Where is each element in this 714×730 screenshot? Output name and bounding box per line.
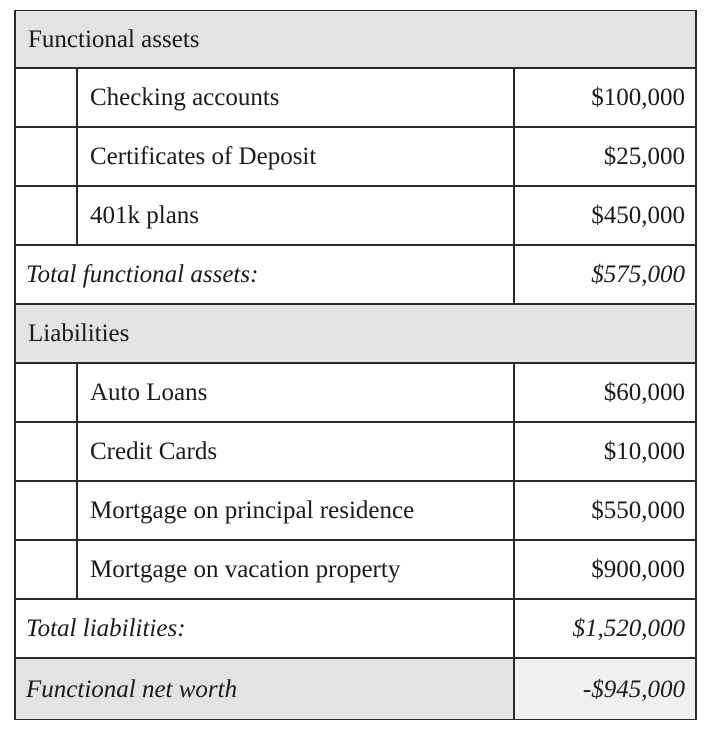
asset-row [16,69,695,128]
indent-cell [16,69,78,126]
assets-total-label: Total functional assets: [26,261,259,288]
assets-section-header [16,11,695,69]
asset-amount: $25,000 [513,128,695,185]
asset-label: Certificates of Deposit [90,143,317,170]
liabilities-section-header [16,305,695,364]
liability-amount: $550,000 [513,482,695,539]
net-worth-label: Functional net worth [26,675,238,703]
liability-row [16,482,695,541]
liabilities-header-label: Liabilities [28,320,130,347]
net-worth-table [14,10,697,720]
indent-cell [16,128,78,185]
liability-amount: $900,000 [513,541,695,598]
liability-row [16,423,695,482]
liability-row [16,541,695,600]
asset-label: Checking accounts [90,84,280,111]
liabilities-total-amount: $1,520,000 [513,600,695,657]
liability-row [16,364,695,423]
indent-cell [16,541,78,598]
asset-label: 401k plans [90,202,200,229]
asset-row [16,187,695,246]
net-worth-row [16,659,695,719]
liability-label: Credit Cards [90,438,218,465]
assets-header-label: Functional assets [28,25,200,53]
net-worth-amount: -$945,000 [513,659,695,719]
liability-amount: $60,000 [513,364,695,421]
assets-total-amount: $575,000 [513,246,695,303]
liability-label: Mortgage on principal residence [90,497,415,524]
asset-amount: $100,000 [513,69,695,126]
assets-total-row [16,246,695,305]
liability-label: Mortgage on vacation property [90,556,401,583]
indent-cell [16,482,78,539]
indent-cell [16,187,78,244]
indent-cell [16,364,78,421]
liabilities-total-row [16,600,695,659]
liability-label: Auto Loans [90,379,208,406]
asset-amount: $450,000 [513,187,695,244]
liability-amount: $10,000 [513,423,695,480]
asset-row [16,128,695,187]
indent-cell [16,423,78,480]
liabilities-total-label: Total liabilities: [26,615,186,642]
